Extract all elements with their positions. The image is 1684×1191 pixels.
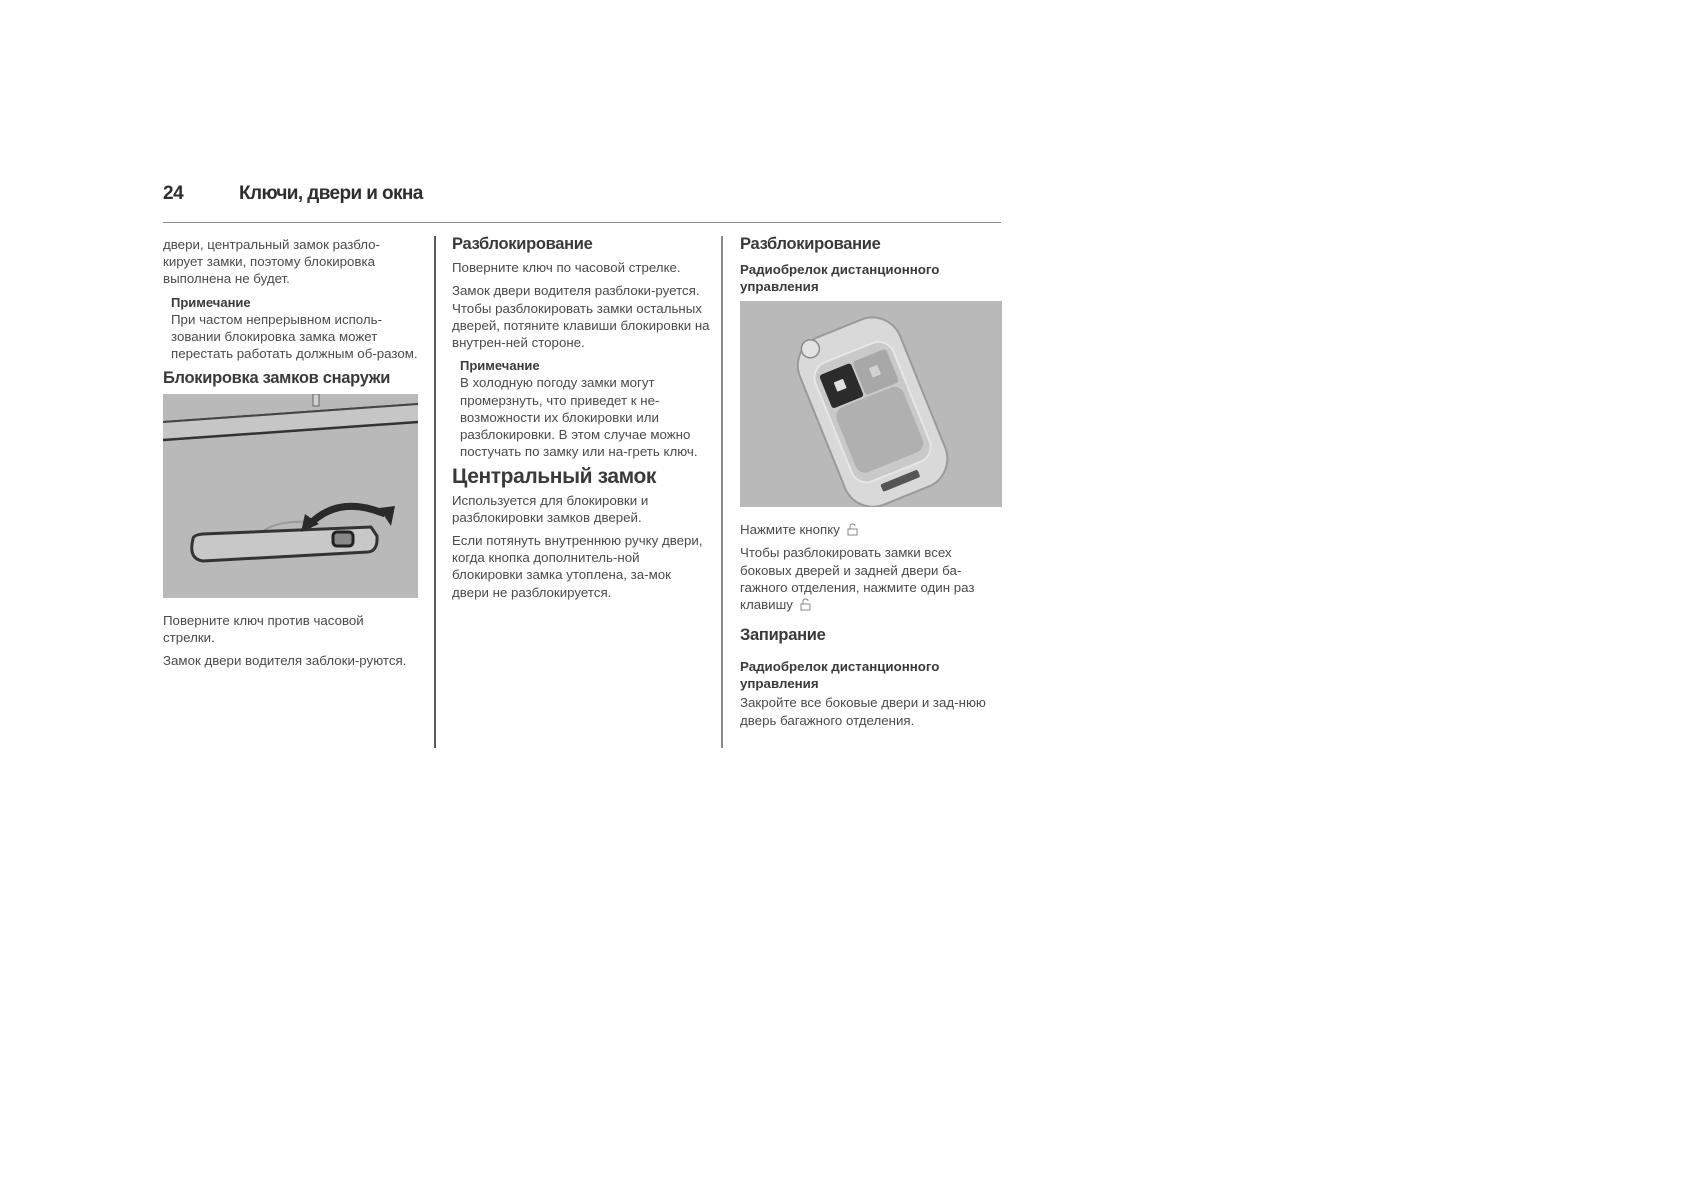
column-2	[452, 236, 710, 607]
door-handle-key-rotate-illustration	[163, 394, 418, 598]
unlock-icon	[800, 598, 811, 611]
paragraph: Закройте все боковые двери и зад-нюю дверь багажного отделения.	[740, 695, 986, 728]
continued-paragraph: двери, центральный замок разбло-кирует замки, поэтому блокировка выполнена не будет.	[163, 237, 380, 287]
column-3	[740, 236, 1002, 735]
header-rule	[163, 222, 1001, 223]
note-title: Примечание	[460, 358, 540, 374]
paragraph: Если потянуть внутреннюю ручку двери, когда кнопка дополнитель-ной блокировки замка утоплена, за-мок двери не разблокируется.	[452, 533, 703, 600]
paragraph	[740, 544, 1002, 613]
press-button-text: Нажмите кнопку	[740, 522, 840, 538]
column-divider	[434, 236, 436, 748]
paragraph: Замок двери водителя заблоки-руются.	[163, 653, 407, 669]
note-block	[460, 357, 710, 460]
note-title: Примечание	[171, 294, 251, 310]
paragraph: Замок двери водителя разблоки-руется. Чтобы разблокировать замки остальных дверей, потяните клавиши блокировки на внутрен-ней стороне.	[452, 283, 710, 351]
subsection-subtitle: Радиобрелок дистанционного управления	[740, 659, 940, 692]
chapter-title: Ключи, двери и окна	[239, 183, 423, 204]
note-text: При частом непрерывном исполь-зовании блокировка замка может перестать работать должным об-разом.	[171, 311, 418, 362]
section-title: Блокировка замков снаружи	[163, 369, 391, 388]
remote-key-fob-illustration	[740, 301, 1002, 507]
page-header	[163, 178, 1001, 218]
paragraph: Используется для блокировки и разблокировки замков дверей.	[452, 492, 649, 525]
section-title: Центральный замок	[452, 465, 656, 489]
column-1	[163, 236, 418, 675]
note-block	[171, 294, 418, 363]
column-divider	[721, 236, 723, 748]
subsection-title: Запирание	[740, 626, 826, 645]
subsection-title: Разблокирование	[740, 235, 881, 253]
subsection-subtitle: Радиобрелок дистанционного управления	[740, 262, 940, 295]
page-number: 24	[163, 183, 184, 204]
paragraph	[740, 521, 1002, 538]
subsection-title: Разблокирование	[452, 235, 593, 253]
paragraph: Поверните ключ против часовой стрелки.	[163, 612, 364, 645]
unlock-icon	[847, 523, 858, 536]
unlock-instruction-text: Чтобы разблокировать замки всех боковых дверей и задней двери ба-гажного отделения, нажмите один раз клавишу	[740, 545, 975, 613]
note-text: В холодную погоду замки могут промерзнуть, что приведет к не-возможности их блокировки или разблокировки. В этом случае можно постучать по замку или на-греть ключ.	[460, 375, 698, 460]
paragraph: Поверните ключ по часовой стрелке.	[452, 260, 681, 276]
